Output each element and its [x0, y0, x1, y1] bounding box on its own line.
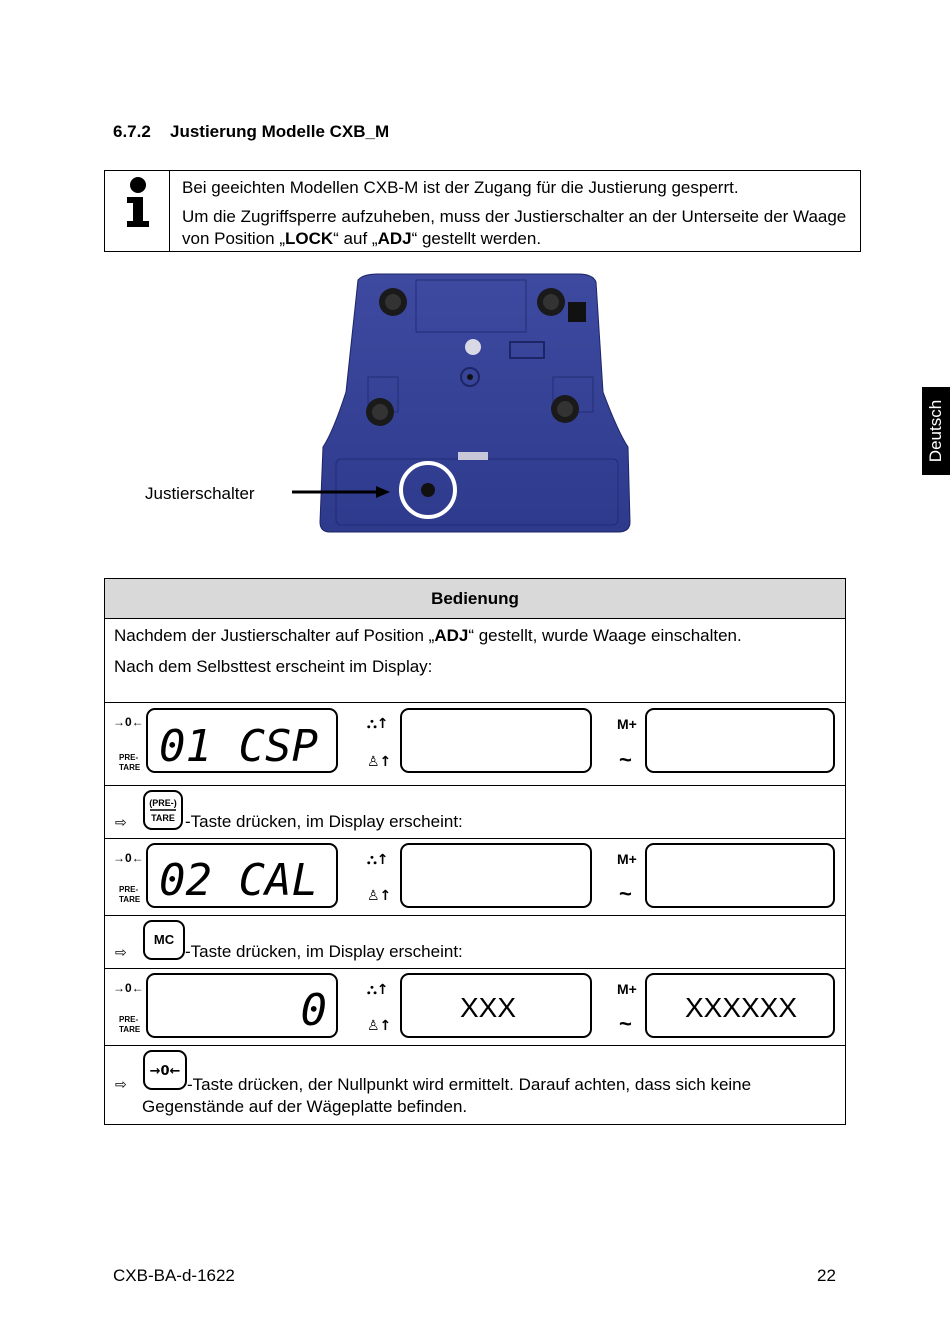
- table-row-step-1: [105, 786, 845, 839]
- pieces-readout-3: XXX: [459, 992, 517, 1023]
- stable-tilde-label: ~: [619, 747, 632, 772]
- info-icon-cell: [105, 171, 170, 251]
- pretare-top-label: PRE-: [119, 753, 139, 762]
- svg-text:→0←: →0←: [113, 981, 144, 995]
- display-panel-3: [105, 969, 845, 1046]
- memory-readout-3: XXXXXX: [684, 992, 798, 1023]
- pretare-key-icon: [143, 790, 183, 830]
- svg-text:TARE: TARE: [119, 895, 141, 904]
- step-3-text-line-2: Gegenstände auf der Wägeplatte befinden.: [142, 1097, 468, 1116]
- operation-table-header: Bedienung: [105, 579, 845, 619]
- svg-text:→0←: →0←: [113, 851, 144, 865]
- info-line-1: Bei geeichten Modellen CXB-M ist der Zugang für die Justierung gesperrt.: [182, 178, 739, 197]
- zero-key-icon: [143, 1050, 187, 1090]
- operation-table: [104, 578, 846, 1125]
- info-box: [104, 170, 861, 252]
- svg-text:~: ~: [619, 1011, 632, 1036]
- language-tab-label: Deutsch: [926, 399, 945, 463]
- info-line-2: Um die Zugriffsperre aufzuheben, muss der Justierschalter an der Unterseite der Waage von Position „LOCK“ auf „ADJ“ gestellt werden.: [182, 207, 847, 248]
- table-row-display-2: [105, 839, 845, 916]
- zero-label: →0←: [113, 715, 144, 729]
- svg-text:M+: M+: [617, 851, 637, 867]
- table-row-intro: [105, 619, 845, 703]
- svg-text:MC: MC: [153, 932, 175, 947]
- step-arrow-icon: ⇨: [115, 814, 127, 830]
- pieces-icon: ⛬↑: [367, 982, 389, 998]
- svg-text:PRE-: PRE-: [119, 1015, 139, 1024]
- language-tab: [922, 387, 950, 475]
- svg-text:TARE: TARE: [151, 813, 175, 823]
- weight-icon: ♙↑: [367, 888, 392, 904]
- main-readout-1: 01 CSP: [159, 721, 318, 772]
- weight-icon: ♙↑: [367, 754, 392, 770]
- svg-text:~: ~: [619, 881, 632, 906]
- weight-icon: ♙↑: [367, 1018, 392, 1034]
- step-3-text-line-1: -Taste drücken, der Nullpunkt wird ermittelt. Darauf achten, dass sich keine: [187, 1075, 752, 1094]
- intro-line-1: Nachdem der Justierschalter auf Position „ADJ“ gestellt, wurde Waage einschalten.: [114, 626, 742, 645]
- table-row-step-2: [105, 916, 845, 969]
- info-icon: [105, 171, 170, 251]
- section-title: Justierung Modelle CXB_M: [170, 122, 390, 141]
- mc-key-icon: [143, 920, 185, 960]
- section-heading: [113, 122, 389, 142]
- display-panel-2: [105, 839, 845, 916]
- svg-text:TARE: TARE: [119, 1025, 141, 1034]
- section-number: 6.7.2: [113, 122, 151, 141]
- step-1-text: -Taste drücken, im Display erscheint:: [185, 812, 463, 831]
- intro-text: [114, 625, 742, 678]
- footer-page-number: 22: [817, 1266, 836, 1285]
- intro-line-2: Nach dem Selbsttest erscheint im Display:: [114, 657, 433, 676]
- svg-text:M+: M+: [617, 981, 637, 997]
- display-panel-1: [105, 703, 845, 786]
- svg-text:(PRE-): (PRE-): [149, 798, 177, 808]
- pretare-bottom-label: TARE: [119, 763, 141, 772]
- table-row-display-1: [105, 703, 845, 786]
- svg-text:→0←: →0←: [149, 1064, 181, 1079]
- pieces-icon: ⛬↑: [367, 716, 389, 732]
- pointer-arrow-icon: [292, 483, 392, 501]
- step-arrow-icon: ⇨: [115, 944, 127, 960]
- info-text: [182, 177, 852, 250]
- mplus-label: M+: [617, 716, 637, 732]
- table-row-display-3: [105, 969, 845, 1046]
- main-readout-3: 0: [300, 985, 327, 1036]
- step-2-text: -Taste drücken, im Display erscheint:: [185, 942, 463, 961]
- svg-text:PRE-: PRE-: [119, 885, 139, 894]
- adjustment-switch-label: Justierschalter: [145, 484, 255, 503]
- pieces-icon: ⛬↑: [367, 852, 389, 868]
- main-readout-2: 02 CAL: [159, 855, 318, 906]
- footer-doc-id: CXB-BA-d-1622: [113, 1266, 235, 1285]
- step-arrow-icon: ⇨: [115, 1076, 127, 1092]
- table-row-step-3: [105, 1046, 845, 1124]
